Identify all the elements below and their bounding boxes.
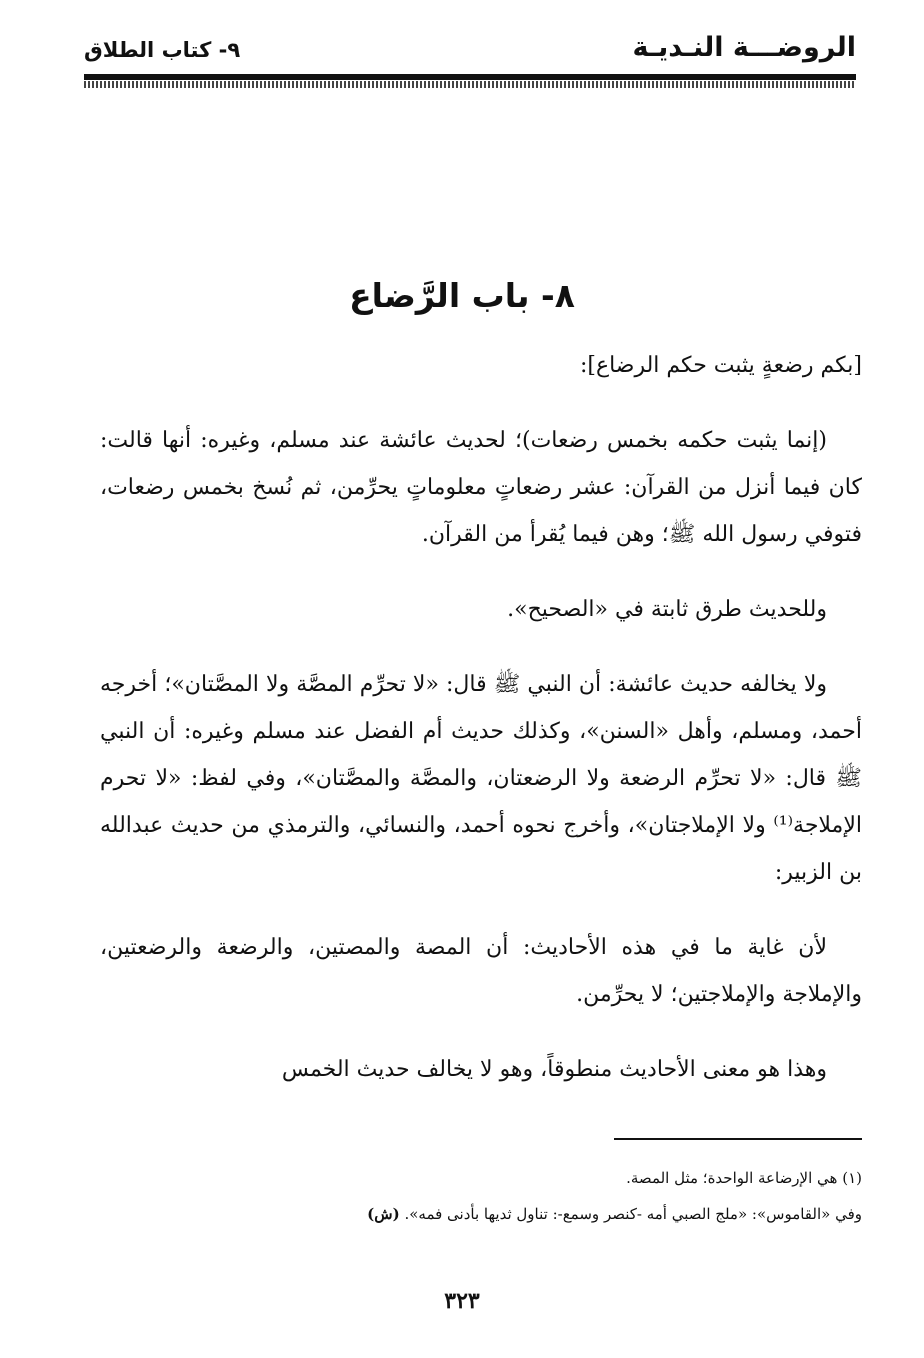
paragraph: لأن غاية ما في هذه الأحاديث: أن المصة والمصتين، والرضعة والرضعتين، والإملاجة والإملاجتين؛ لا يحرِّمن.: [100, 935, 862, 1007]
footnote-separator: [614, 1138, 862, 1140]
paragraph: وللحديث طرق ثابتة في «الصحيح».: [507, 597, 827, 622]
footnote-2-text: وفي «القاموس»: «ملج الصبي أمه -كنصر وسمع-: تناول ثديها بأدنى فمه».: [399, 1205, 862, 1223]
footnotes: [100, 1160, 862, 1232]
paragraph: وهذا هو معنى الأحاديث منطوقاً، وهو لا يخالف حديث الخمس: [281, 1057, 827, 1082]
page-number: ٣٢٣: [444, 1288, 480, 1314]
section-title: ٨- باب الرَّضاع: [349, 276, 575, 315]
book-title: الروضـــة النـديـة: [632, 32, 856, 63]
header-rule: [84, 74, 856, 80]
chapter-title: ٩- كتاب الطلاق: [84, 38, 241, 62]
running-header: [84, 30, 856, 96]
footnote-1: (١) هي الإرضاعة الواحدة؛ مثل المصة.: [626, 1169, 862, 1187]
paragraph: ولا يخالفه حديث عائشة: أن النبي ﷺ قال: «لا تحرِّم المصَّة ولا المصَّتان»؛ أخرجه أحمد، ومسلم، وأهل «السنن»، وكذلك حديث أم الفضل عند مسلم وغيره: أن النبي ﷺ قال: «لا تحرِّم الرضعة ولا الرضعتان، والمصَّة والمصَّتان»، وفي لفظ: «لا تحرم الإملاجة⁽¹⁾ ولا الإملاجتان»، وأخرج نحوه أحمد، والنسائي، والترمذي من حديث عبدالله بن الزبير:: [100, 672, 862, 885]
paragraph: (إنما يثبت حكمه بخمس رضعات)؛ لحديث عائشة عند مسلم، وغيره: أنها قالت: كان فيما أنزل من القرآن: عشر رضعاتٍ معلوماتٍ يحرِّمن، ثم نُسخ بخمس رضعات، فتوفي رسول الله ﷺ؛ وهن فيما يُقرأ من القرآن.: [100, 428, 862, 547]
footnote-2-mark: (ش): [367, 1205, 400, 1223]
footnote-2: [100, 1196, 862, 1232]
paragraph-heading: [بكم رضعةٍ يثبت حكم الرضاع]:: [579, 353, 862, 378]
header-dotted-rule: [84, 81, 856, 88]
body-text: [100, 342, 862, 1093]
